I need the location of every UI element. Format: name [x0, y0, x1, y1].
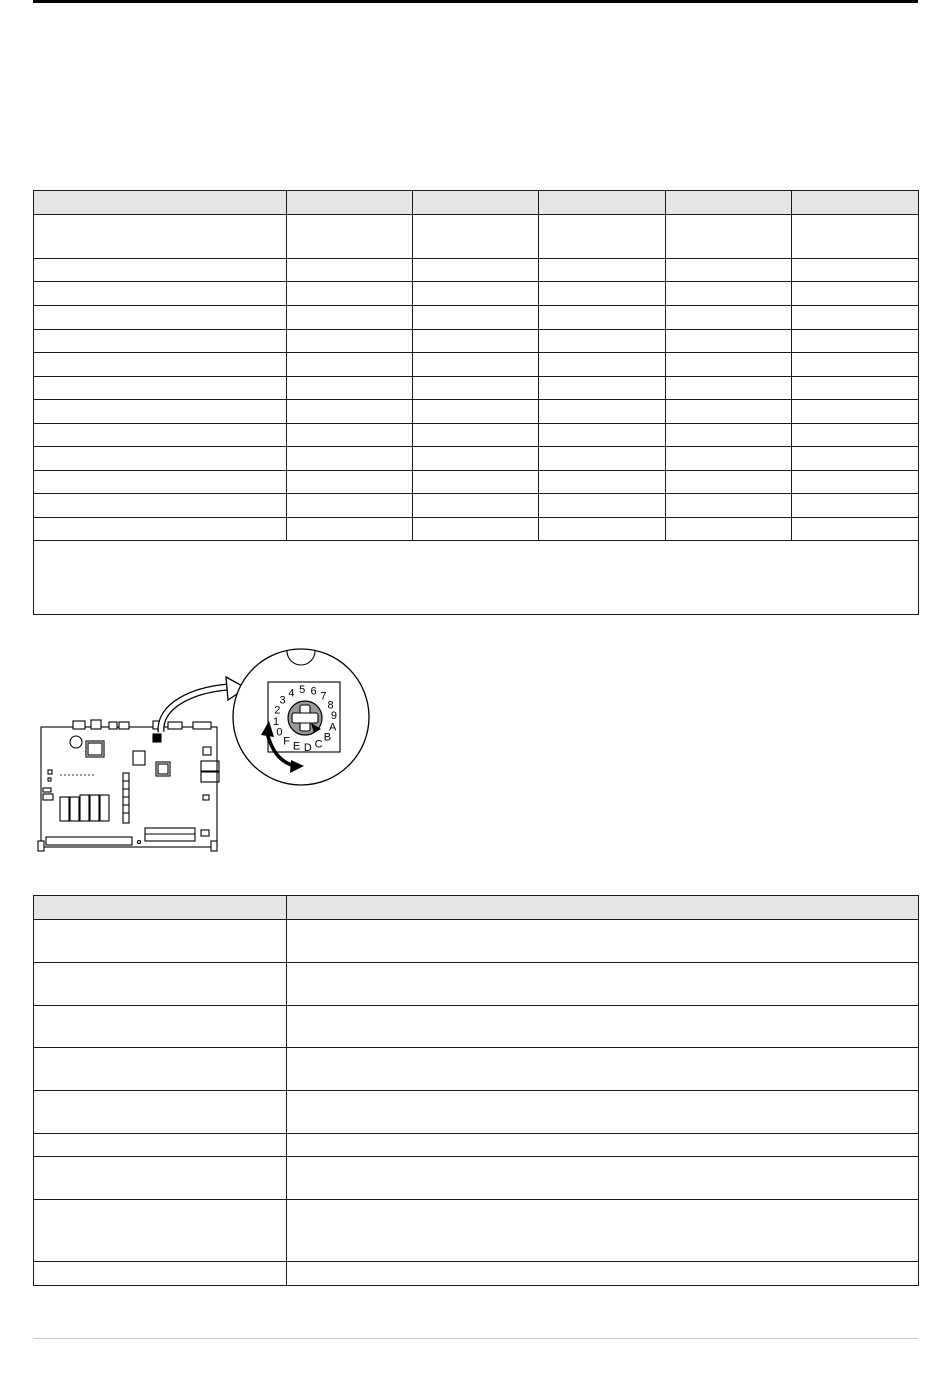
- dial-label: 3: [279, 694, 286, 707]
- table-cell: [34, 494, 287, 518]
- table-cell: [413, 447, 539, 471]
- table-cell: [34, 471, 287, 494]
- table-cell: [34, 400, 287, 424]
- dial-label: 4: [288, 687, 295, 700]
- header-cell: [792, 191, 919, 215]
- table-row: [34, 1200, 919, 1262]
- table-cell: [287, 920, 919, 963]
- dial-label: E: [292, 740, 301, 753]
- table-cell: [287, 1134, 919, 1157]
- table-cell: [792, 471, 919, 494]
- table-cell: [34, 1262, 287, 1286]
- table-row: [34, 447, 919, 471]
- table-cell: [34, 424, 287, 447]
- table-cell: [34, 282, 287, 306]
- header-cell: [34, 191, 287, 215]
- table-cell: [539, 215, 666, 259]
- top-rule: [33, 0, 918, 3]
- dial-label: 5: [299, 684, 306, 697]
- table-cell: [413, 282, 539, 306]
- table-cell: [666, 494, 792, 518]
- header-cell: [666, 191, 792, 215]
- header-cell: [34, 896, 287, 920]
- table-row: [34, 963, 919, 1006]
- table-cell: [34, 353, 287, 377]
- header-cell: [287, 191, 413, 215]
- table-row: [34, 306, 919, 330]
- table-row: [34, 400, 919, 424]
- table-cell: [792, 353, 919, 377]
- table-row: [34, 1048, 919, 1091]
- table-row: [34, 1262, 919, 1286]
- table-cell: [287, 353, 413, 377]
- table-cell: [666, 400, 792, 424]
- table-cell: [666, 330, 792, 353]
- table-cell: [413, 518, 539, 541]
- table-cell: [539, 518, 666, 541]
- table-cell: [413, 400, 539, 424]
- dial-label: F: [283, 735, 290, 748]
- dial-label: A: [329, 721, 337, 734]
- table-cell: [666, 424, 792, 447]
- dial-label: 0: [276, 726, 283, 739]
- table-cell: [792, 400, 919, 424]
- table-row: [34, 215, 919, 259]
- table-cell: [792, 518, 919, 541]
- magnified-dial: [233, 649, 369, 785]
- table-cell: [666, 259, 792, 282]
- table-row: [34, 353, 919, 377]
- table-cell: [34, 920, 287, 963]
- table-cell: [792, 306, 919, 330]
- table-cell: [539, 400, 666, 424]
- table-row: [34, 494, 919, 518]
- circuit-board: [38, 720, 219, 851]
- table-cell: [539, 330, 666, 353]
- table-cell: [792, 282, 919, 306]
- table-cell: [539, 377, 666, 400]
- table-cell: [34, 377, 287, 400]
- table-cell: [539, 353, 666, 377]
- table-cell: [539, 471, 666, 494]
- table-cell: [287, 306, 413, 330]
- table-cell: [287, 1200, 919, 1262]
- table-cell: [413, 330, 539, 353]
- header-cell: [413, 191, 539, 215]
- table-cell: [413, 377, 539, 400]
- table-cell: [539, 306, 666, 330]
- table-cell: [792, 215, 919, 259]
- table-row: [34, 1134, 919, 1157]
- table-cell: [413, 215, 539, 259]
- table-cell: [666, 518, 792, 541]
- table-cell: [34, 215, 287, 259]
- table-cell: [413, 306, 539, 330]
- table-cell: [413, 424, 539, 447]
- table-cell: [34, 447, 287, 471]
- table-cell: [34, 259, 287, 282]
- table-cell: [666, 282, 792, 306]
- dial-label: D: [303, 741, 312, 754]
- table-row: [34, 282, 919, 306]
- table-header-row: [34, 896, 919, 920]
- table-cell: [287, 963, 919, 1006]
- table-cell: [287, 1006, 919, 1048]
- table-cell: [792, 259, 919, 282]
- table-cell: [34, 1157, 287, 1200]
- dial-label: B: [323, 731, 332, 744]
- table-cell: [413, 353, 539, 377]
- dial-label: 2: [274, 704, 281, 717]
- table-row: [34, 259, 919, 282]
- table-cell: [287, 494, 413, 518]
- table-row: [34, 1006, 919, 1048]
- dial-label: 6: [310, 685, 317, 698]
- table-cell: [539, 494, 666, 518]
- table-cell: [34, 963, 287, 1006]
- table-cell: [287, 447, 413, 471]
- table-cell: [34, 330, 287, 353]
- table-cell: [34, 518, 287, 541]
- table-cell: [287, 424, 413, 447]
- dial-label: 7: [320, 690, 327, 703]
- table-cell: [34, 1200, 287, 1262]
- table-cell: [792, 447, 919, 471]
- table-footnote-row: [34, 541, 919, 615]
- table-cell: [413, 494, 539, 518]
- table-cell: [539, 282, 666, 306]
- table-cell: [792, 377, 919, 400]
- table-cell: [666, 377, 792, 400]
- table-row: [34, 518, 919, 541]
- table-cell: [287, 400, 413, 424]
- settings-table: [33, 190, 919, 615]
- header-cell: [287, 896, 919, 920]
- table-cell: [287, 215, 413, 259]
- table-cell: [287, 377, 413, 400]
- table-header-row: [34, 191, 919, 215]
- control-board-figure: [33, 645, 373, 860]
- dial-label: 8: [327, 699, 334, 712]
- table-cell: [34, 1091, 287, 1134]
- table-cell: [792, 494, 919, 518]
- table-cell: [666, 471, 792, 494]
- header-cell: [539, 191, 666, 215]
- table-cell: [666, 306, 792, 330]
- table-row: [34, 920, 919, 963]
- table-cell: [287, 1157, 919, 1200]
- dial-label: 1: [273, 715, 280, 728]
- table-cell: [34, 1006, 287, 1048]
- table-cell: [287, 1262, 919, 1286]
- dial-label: 9: [330, 710, 337, 723]
- table-cell: [539, 424, 666, 447]
- table-cell: [539, 447, 666, 471]
- table-cell: [287, 471, 413, 494]
- table-cell: [287, 259, 413, 282]
- table-cell: [666, 215, 792, 259]
- table-cell: [34, 1134, 287, 1157]
- table-cell: [666, 353, 792, 377]
- table-row: [34, 1091, 919, 1134]
- table-row: [34, 424, 919, 447]
- table-cell: [413, 471, 539, 494]
- table-cell: [287, 1091, 919, 1134]
- table-cell: [34, 306, 287, 330]
- table-row: [34, 330, 919, 353]
- table-cell: [287, 330, 413, 353]
- table-cell: [287, 1048, 919, 1091]
- table-cell: [539, 259, 666, 282]
- parameter-description-table: [33, 895, 919, 1286]
- table-cell: [792, 330, 919, 353]
- table-cell: [287, 518, 413, 541]
- table-footnote: [34, 541, 919, 615]
- table-cell: [413, 259, 539, 282]
- table-row: [34, 471, 919, 494]
- dial-label: C: [314, 738, 323, 751]
- table-cell: [34, 1048, 287, 1091]
- table-cell: [792, 424, 919, 447]
- table-cell: [666, 447, 792, 471]
- footer-rule: [33, 1338, 918, 1339]
- table-row: [34, 1157, 919, 1200]
- table-cell: [287, 282, 413, 306]
- table-row: [34, 377, 919, 400]
